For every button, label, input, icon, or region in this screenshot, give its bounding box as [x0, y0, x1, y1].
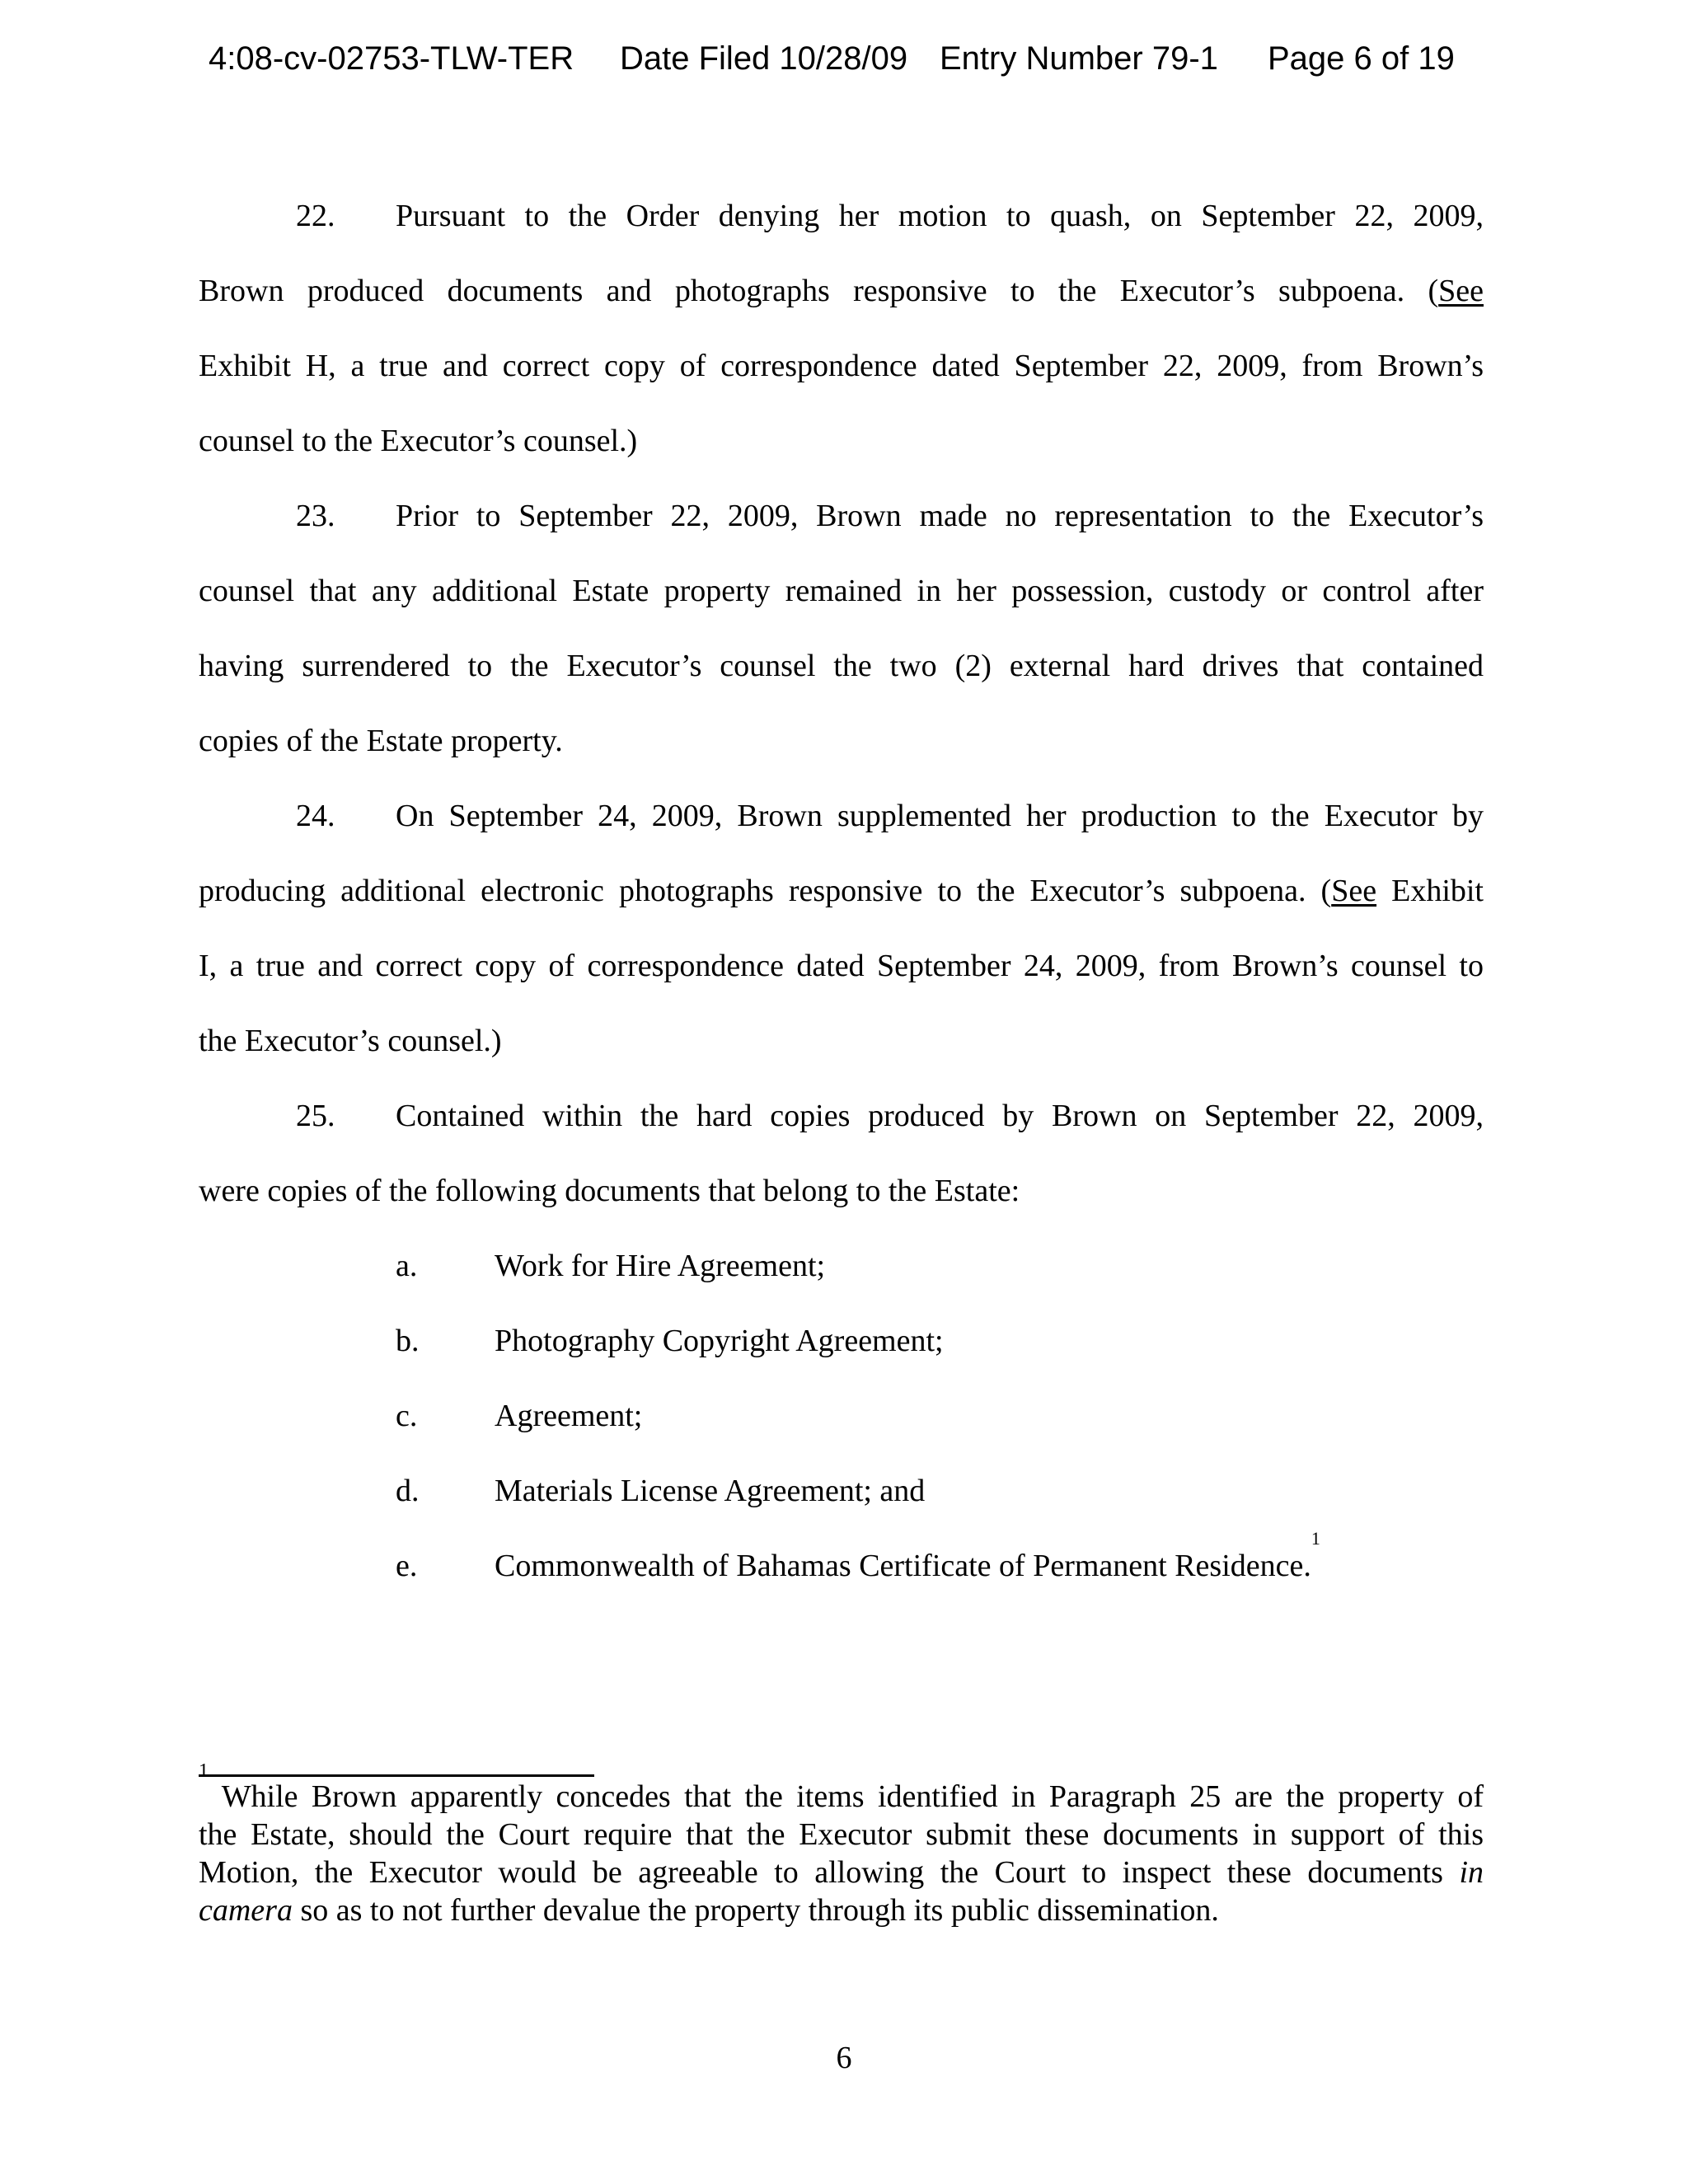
list-item	[0, 1395, 1688, 1436]
paragraph-number: 22.	[296, 199, 335, 233]
list-item	[0, 1470, 1688, 1511]
page-label: Page 6 of 19	[1268, 40, 1455, 77]
footnote-text: Motion, the Executor would be agreeable to allowing the Court to inspect these documents	[199, 1855, 1460, 1890]
footnote-text: While Brown apparently concedes that the items identified in Paragraph 25 are the property of	[221, 1779, 1484, 1814]
list-item	[0, 1245, 1688, 1286]
footnote-line-1	[199, 1760, 1484, 1816]
paragraph-22-line-2	[199, 270, 1484, 312]
list-item-letter: a.	[396, 1249, 418, 1283]
list-item-text: Work for Hire Agreement;	[495, 1249, 826, 1283]
footnote-line-4	[199, 1891, 1484, 1929]
paragraph-text: Exhibit	[1376, 874, 1484, 908]
footnote-text: so as to not further devalue the property through its public dissemination.	[292, 1893, 1219, 1928]
footnote-line-2: the Estate, should the Court require that the Executor submit these documents in support of this	[199, 1817, 1484, 1852]
footnote-reference[interactable]: 1	[1311, 1528, 1320, 1549]
paragraph-23-line-2: counsel that any additional Estate property remained in her possession, custody or control after	[199, 574, 1484, 608]
paragraph-23-line-3: having surrendered to the Executor’s counsel the two (2) external hard drives that contained	[199, 649, 1484, 683]
paragraph-22-line-4: counsel to the Executor’s counsel.)	[199, 424, 638, 458]
footnote-line-3	[199, 1854, 1484, 1891]
list-item-text: Agreement;	[495, 1399, 643, 1433]
paragraph-text: Brown produced documents and photographs responsive to the Executor’s subpoena. (	[199, 274, 1439, 308]
list-item-text	[495, 1528, 1320, 1586]
paragraph-24-line-3: I, a true and correct copy of correspondence dated September 24, 2009, from Brown’s counsel to	[199, 949, 1484, 983]
paragraph-number: 25.	[296, 1099, 335, 1133]
case-number: 4:08-cv-02753-TLW-TER	[209, 40, 574, 77]
paragraph-25-line-1	[199, 1095, 1484, 1137]
paragraph-text: producing additional electronic photographs responsive to the Executor’s subpoena. (	[199, 874, 1332, 908]
list-item-text: Materials License Agreement; and	[495, 1474, 926, 1508]
footnote-italic-text: in	[1459, 1855, 1484, 1890]
see-signal: See	[1331, 874, 1377, 908]
see-signal: See	[1438, 274, 1484, 308]
date-filed: Date Filed 10/28/09	[620, 40, 908, 77]
paragraph-text: Pursuant to the Order denying her motion to quash, on September 22, 2009,	[396, 199, 1484, 233]
list-item	[0, 1320, 1688, 1361]
paragraph-number: 23.	[296, 499, 335, 533]
page-number: 6	[836, 2041, 852, 2075]
paragraph-text: On September 24, 2009, Brown supplemented her production to the Executor by	[396, 799, 1484, 833]
list-item-letter: b.	[396, 1324, 420, 1358]
list-item-letter: e.	[396, 1549, 418, 1583]
paragraph-22-line-1	[199, 195, 1484, 237]
list-item-text: Photography Copyright Agreement;	[495, 1324, 944, 1358]
paragraph-number: 24.	[296, 799, 335, 833]
list-item	[0, 1528, 1688, 1586]
list-item-text-content: Commonwealth of Bahamas Certificate of Permanent Residence.	[495, 1549, 1311, 1583]
paragraph-text: Prior to September 22, 2009, Brown made no representation to the Executor’s	[396, 499, 1484, 533]
list-item-letter: d.	[396, 1474, 420, 1508]
footnote-separator	[199, 1774, 594, 1777]
paragraph-24-line-1	[199, 795, 1484, 837]
list-item-letter: c.	[396, 1399, 418, 1433]
paragraph-23-line-1	[199, 495, 1484, 537]
filing-header	[0, 38, 1688, 79]
paragraph-text: Contained within the hard copies produced by Brown on September 22, 2009,	[396, 1099, 1484, 1133]
entry-number: Entry Number 79-1	[940, 40, 1218, 77]
paragraph-24-line-4: the Executor’s counsel.)	[199, 1024, 502, 1058]
footnote-marker: 1	[199, 1760, 209, 1782]
footnote-italic-text: camera	[199, 1893, 293, 1928]
paragraph-22-line-3: Exhibit H, a true and correct copy of correspondence dated September 22, 2009, from Brown’s	[199, 349, 1484, 383]
paragraph-24-line-2	[199, 870, 1484, 912]
paragraph-25-line-2: were copies of the following documents that belong to the Estate:	[199, 1174, 1020, 1208]
paragraph-23-line-4: copies of the Estate property.	[199, 724, 563, 758]
